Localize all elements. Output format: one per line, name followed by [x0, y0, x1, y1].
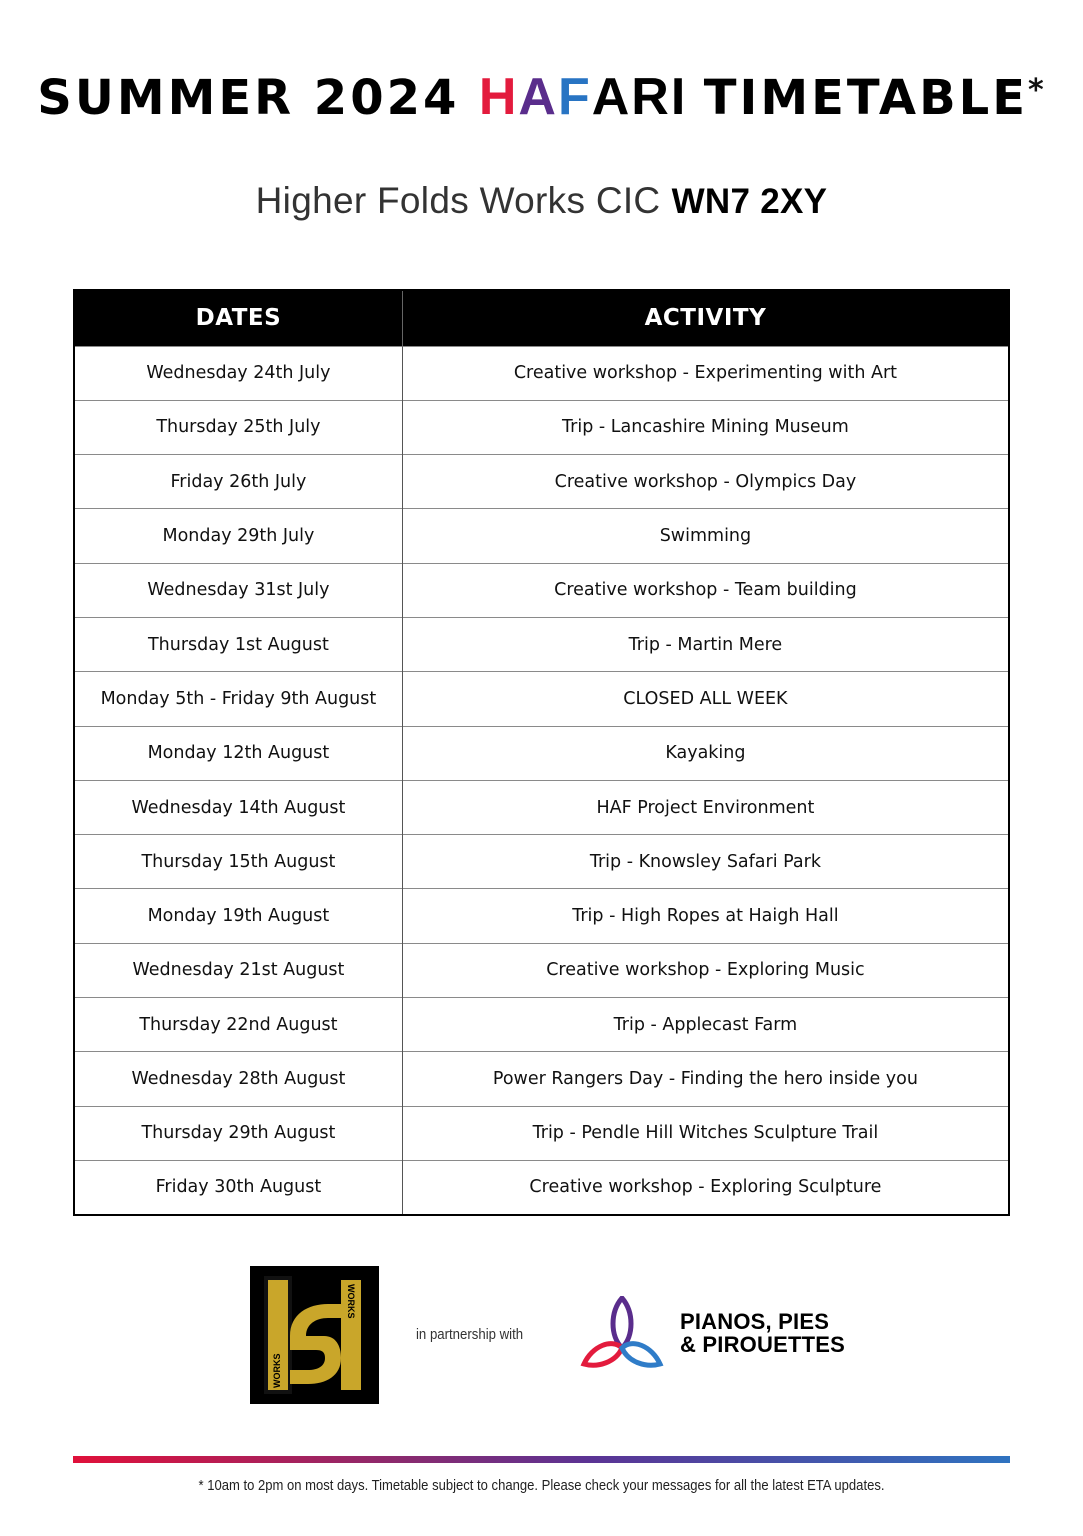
venue-postcode: WN7 2XY — [671, 182, 828, 221]
activity-cell: Creative workshop - Exploring Music — [402, 943, 1009, 997]
date-cell: Thursday 15th August — [74, 835, 402, 889]
activity-cell: HAF Project Environment — [402, 780, 1009, 834]
date-cell: Monday 12th August — [74, 726, 402, 780]
brand-letter: H — [478, 68, 519, 126]
table-row — [74, 780, 1009, 834]
brand-letter: I — [670, 68, 688, 126]
date-cell: Wednesday 21st August — [74, 943, 402, 997]
table-row — [74, 509, 1009, 563]
activity-cell: Creative workshop - Exploring Sculpture — [402, 1160, 1009, 1214]
table-row — [74, 726, 1009, 780]
table-row — [74, 889, 1009, 943]
venue-name: Higher Folds Works CIC — [255, 180, 661, 221]
column-header-dates: DATES — [74, 290, 402, 346]
table-row — [74, 672, 1009, 726]
table-row — [74, 346, 1009, 400]
date-cell: Wednesday 28th August — [74, 1052, 402, 1106]
svg-text:WORKS: WORKS — [272, 1353, 282, 1388]
table-row — [74, 1052, 1009, 1106]
trinity-knot-icon — [578, 1296, 666, 1372]
footnote: * 10am to 2pm on most days. Timetable subject to change. Please check your messages for all the latest ETA updates. — [198, 1478, 885, 1494]
date-cell: Monday 5th - Friday 9th August — [74, 672, 402, 726]
table-row — [74, 455, 1009, 509]
table-row — [74, 835, 1009, 889]
activity-cell: Trip - Martin Mere — [402, 617, 1009, 671]
date-cell: Thursday 29th August — [74, 1106, 402, 1160]
table-row — [74, 998, 1009, 1052]
pianos-pies-pirouettes-logo — [578, 1296, 666, 1372]
activity-cell: CLOSED ALL WEEK — [402, 672, 1009, 726]
title-brand — [479, 68, 704, 126]
date-cell: Thursday 22nd August — [74, 998, 402, 1052]
table-header-row — [74, 290, 1009, 346]
date-cell: Monday 19th August — [74, 889, 402, 943]
activity-cell: Trip - Knowsley Safari Park — [402, 835, 1009, 889]
table-row — [74, 400, 1009, 454]
brand-letter: A — [591, 68, 632, 126]
title-suffix: TIMETABLE — [703, 70, 1029, 126]
table-row — [74, 943, 1009, 997]
date-cell: Thursday 1st August — [74, 617, 402, 671]
table-row — [74, 1106, 1009, 1160]
date-cell: Friday 26th July — [74, 455, 402, 509]
date-cell: Friday 30th August — [74, 1160, 402, 1214]
partner-name-line2: & PIROUETTES — [680, 1332, 845, 1357]
venue-subtitle — [0, 180, 1083, 222]
gradient-divider — [73, 1456, 1010, 1463]
higher-folds-works-logo — [250, 1266, 379, 1404]
activity-cell: Creative workshop - Team building — [402, 563, 1009, 617]
activity-cell: Trip - High Ropes at Haigh Hall — [402, 889, 1009, 943]
activity-cell: Trip - Lancashire Mining Museum — [402, 400, 1009, 454]
activity-cell: Trip - Pendle Hill Witches Sculpture Trail — [402, 1106, 1009, 1160]
table-row — [74, 563, 1009, 617]
date-cell: Monday 29th July — [74, 509, 402, 563]
table-row — [74, 1160, 1009, 1214]
date-cell: Wednesday 24th July — [74, 346, 402, 400]
svg-text:WORKS: WORKS — [346, 1284, 356, 1319]
activity-cell: Creative workshop - Experimenting with Art — [402, 346, 1009, 400]
logos-section — [0, 1262, 1083, 1412]
partnership-label: in partnership with — [416, 1326, 524, 1343]
activity-cell: Trip - Applecast Farm — [402, 998, 1009, 1052]
table-row — [74, 617, 1009, 671]
brand-letter: R — [631, 68, 671, 126]
activity-cell: Swimming — [402, 509, 1009, 563]
title-asterisk: * — [1028, 73, 1046, 108]
timetable — [73, 289, 1010, 1216]
partner-name-line1: PIANOS, PIES — [680, 1309, 830, 1334]
date-cell: Thursday 25th July — [74, 400, 402, 454]
page-title — [0, 62, 1083, 132]
date-cell: Wednesday 31st July — [74, 563, 402, 617]
activity-cell: Power Rangers Day - Finding the hero inside you — [402, 1052, 1009, 1106]
partner-name — [680, 1310, 845, 1356]
column-header-activity: ACTIVITY — [402, 290, 1009, 346]
brand-letter: F — [557, 68, 592, 126]
date-cell: Wednesday 14th August — [74, 780, 402, 834]
works-h-logo-icon — [250, 1266, 379, 1404]
brand-letter: A — [518, 68, 558, 126]
activity-cell: Creative workshop - Olympics Day — [402, 455, 1009, 509]
title-prefix: SUMMER 2024 — [37, 70, 460, 126]
activity-cell: Kayaking — [402, 726, 1009, 780]
